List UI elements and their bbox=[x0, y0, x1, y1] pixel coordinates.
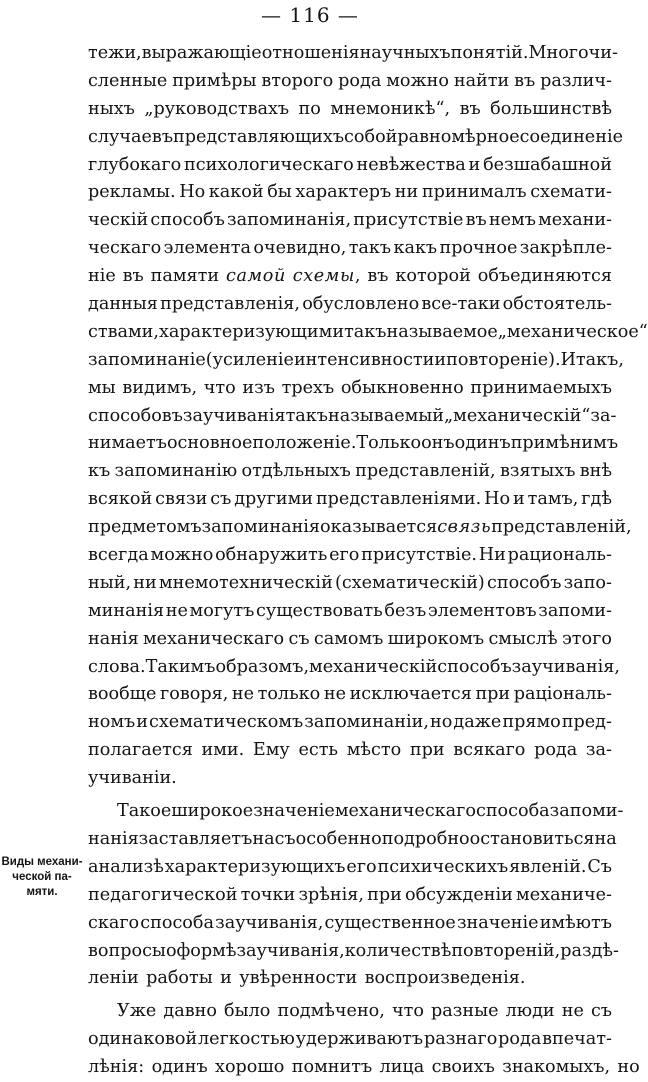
word: ими. bbox=[201, 740, 245, 761]
word: закрѣпле- bbox=[519, 238, 612, 259]
word: элемента bbox=[163, 238, 252, 259]
text-line bbox=[88, 654, 620, 682]
word: не bbox=[165, 600, 188, 621]
text-line bbox=[88, 207, 612, 235]
word: понятій. bbox=[450, 43, 529, 63]
word: нимаетъ bbox=[88, 433, 167, 454]
word: въ bbox=[459, 98, 481, 119]
word: примѣры bbox=[172, 70, 257, 91]
word: ный, bbox=[88, 572, 132, 593]
word: такъ bbox=[285, 405, 328, 426]
word: къ bbox=[88, 461, 111, 482]
word: подмѣчено, bbox=[277, 1001, 385, 1022]
word: разнаго bbox=[423, 1029, 498, 1050]
word: которой bbox=[395, 266, 471, 287]
word: второго bbox=[261, 70, 334, 91]
word: очевидно, bbox=[253, 238, 347, 259]
word: разные bbox=[431, 1001, 499, 1022]
word: способа bbox=[140, 912, 214, 933]
word: исключается bbox=[349, 684, 472, 705]
word: могутъ bbox=[189, 600, 255, 621]
text-line bbox=[88, 68, 612, 96]
text-line bbox=[88, 709, 612, 737]
word: какой bbox=[208, 182, 264, 203]
word: отношенія bbox=[261, 43, 360, 63]
word: Такимъ bbox=[145, 656, 216, 677]
word: помнитъ bbox=[291, 1057, 373, 1078]
word: работы bbox=[146, 968, 213, 989]
word: внѣ bbox=[579, 461, 612, 482]
word: выражающіе bbox=[141, 43, 262, 63]
text-line bbox=[88, 152, 612, 180]
word: запоминанія, bbox=[227, 210, 352, 231]
word: найти bbox=[453, 70, 510, 91]
word: (усиленіе bbox=[205, 349, 294, 370]
text-line bbox=[88, 319, 648, 347]
word: способъ bbox=[437, 656, 512, 677]
margin-note-line: ческой па- bbox=[12, 871, 72, 883]
word: пред- bbox=[561, 712, 612, 733]
word: запоми- bbox=[549, 801, 624, 822]
word: всякой bbox=[88, 489, 153, 510]
word: различ- bbox=[540, 70, 612, 91]
margin-note-line: Виды механи- bbox=[1, 856, 83, 868]
word: механическаго bbox=[143, 628, 285, 649]
word: раздѣ- bbox=[560, 940, 619, 961]
word: примѣнимъ bbox=[510, 433, 619, 454]
word: легкостью bbox=[198, 1029, 295, 1050]
word: Съ bbox=[587, 856, 612, 877]
word: данныя bbox=[88, 294, 158, 315]
word: съ bbox=[590, 1001, 612, 1022]
word: и bbox=[434, 349, 447, 370]
word: впечат- bbox=[542, 1029, 612, 1050]
word: механическій bbox=[309, 656, 438, 677]
word: ніе bbox=[88, 266, 116, 287]
word: механическаго bbox=[334, 801, 476, 822]
word: присутствіе bbox=[353, 210, 464, 231]
word: запо- bbox=[563, 572, 612, 593]
word: принималъ bbox=[421, 182, 527, 203]
text-line bbox=[88, 235, 612, 263]
word: характеръ bbox=[295, 182, 392, 203]
word: онъ bbox=[421, 433, 455, 454]
word: гдѣ bbox=[581, 489, 612, 510]
text-line bbox=[88, 347, 624, 375]
word: глубокаго bbox=[88, 154, 182, 175]
margin-note bbox=[0, 855, 84, 900]
word: безъ bbox=[384, 600, 427, 621]
text-line bbox=[88, 854, 612, 882]
text-line bbox=[88, 124, 623, 152]
word: (схематическій) bbox=[335, 572, 485, 593]
word: нанія bbox=[88, 828, 139, 849]
word: въ bbox=[465, 210, 487, 231]
word: способъ bbox=[150, 210, 225, 231]
text-line bbox=[88, 965, 612, 993]
text-line bbox=[88, 798, 624, 826]
word: точки bbox=[240, 884, 296, 905]
word: способъ bbox=[487, 572, 562, 593]
word: соединеніе bbox=[519, 126, 623, 147]
word: при bbox=[367, 884, 402, 905]
word: удерживаютъ bbox=[295, 1029, 424, 1050]
word: невѣжества bbox=[356, 154, 466, 175]
word: всегда bbox=[88, 545, 149, 566]
word: не bbox=[323, 684, 346, 705]
word: съ bbox=[210, 489, 232, 510]
word: за- bbox=[585, 740, 612, 761]
word: представленій, bbox=[491, 517, 632, 538]
word: безшабашной bbox=[483, 154, 612, 175]
word: бы bbox=[267, 182, 292, 203]
word: значеніе bbox=[253, 801, 335, 822]
word: интенсивности bbox=[293, 349, 435, 370]
word: оказывается bbox=[320, 517, 438, 538]
word: одинаковой bbox=[88, 1029, 198, 1050]
word: способа bbox=[475, 801, 550, 822]
word: ствами, bbox=[88, 321, 159, 342]
word: связи bbox=[155, 489, 208, 510]
word: можно bbox=[386, 70, 449, 91]
word: но bbox=[617, 1057, 640, 1078]
word: нанія bbox=[88, 628, 139, 649]
word: большинствѣ bbox=[490, 98, 612, 119]
word: запоминанію bbox=[114, 461, 238, 482]
word: характеризующихъ bbox=[164, 856, 346, 877]
word: Итакъ, bbox=[560, 349, 624, 370]
text-line bbox=[88, 403, 617, 431]
word: повтореній, bbox=[451, 940, 561, 961]
word: основное bbox=[166, 433, 253, 454]
word: лица bbox=[379, 1057, 425, 1078]
word: Только bbox=[356, 433, 422, 454]
word: схемати- bbox=[530, 182, 612, 203]
word: рода bbox=[498, 1029, 542, 1050]
text-line bbox=[88, 626, 612, 654]
word: слова. bbox=[88, 656, 146, 677]
word: что bbox=[203, 377, 236, 398]
word: Уже bbox=[117, 1001, 157, 1022]
word: минанія bbox=[88, 600, 165, 621]
word: существенное bbox=[324, 912, 456, 933]
text-line bbox=[88, 430, 619, 458]
word: тежи, bbox=[88, 43, 142, 63]
text-line bbox=[88, 681, 612, 709]
word: особенно bbox=[295, 828, 382, 849]
word: прочное bbox=[439, 238, 518, 259]
word: за- bbox=[590, 405, 617, 426]
word: образомъ, bbox=[215, 656, 310, 677]
word: элементовъ bbox=[427, 600, 537, 621]
word: присутствіе. bbox=[361, 545, 477, 566]
text-line bbox=[88, 826, 617, 854]
paragraph bbox=[88, 998, 640, 1082]
text-line bbox=[88, 291, 612, 319]
word: всякаго bbox=[453, 740, 526, 761]
word: и bbox=[512, 489, 525, 510]
word: формѣ bbox=[176, 940, 237, 961]
word: равномѣрное bbox=[397, 126, 520, 147]
word: и bbox=[468, 154, 481, 175]
word: этого bbox=[561, 628, 612, 649]
word: существовать bbox=[255, 600, 383, 621]
text-line bbox=[88, 486, 612, 514]
word: и bbox=[136, 712, 148, 733]
word: при bbox=[475, 684, 511, 705]
word: психическихъ bbox=[377, 856, 509, 877]
word: скаго bbox=[88, 912, 140, 933]
word: явленій. bbox=[509, 856, 587, 877]
word: характеризующими bbox=[159, 321, 345, 342]
word: Но bbox=[179, 182, 206, 203]
word: одинъ bbox=[454, 433, 511, 454]
word: способовъ bbox=[88, 405, 183, 426]
word: зрѣнія, bbox=[298, 884, 364, 905]
word: запоми- bbox=[538, 600, 612, 621]
word: знакомыхъ, bbox=[502, 1057, 611, 1078]
word: хорошо bbox=[215, 1057, 285, 1078]
word: какъ bbox=[393, 238, 438, 259]
word: широкомъ bbox=[387, 628, 485, 649]
word: тамъ, bbox=[527, 489, 579, 510]
word: насъ bbox=[252, 828, 296, 849]
word: „руководствахъ bbox=[144, 98, 290, 119]
word: лѣнія: bbox=[88, 1057, 145, 1078]
word: рекламы. bbox=[88, 182, 176, 203]
word: рациональ- bbox=[507, 545, 612, 566]
paragraph bbox=[88, 40, 648, 793]
word: повтореніе). bbox=[446, 349, 561, 370]
word: „механическое“ bbox=[497, 321, 648, 342]
word: собой bbox=[344, 126, 398, 147]
word: ни bbox=[394, 182, 419, 203]
text-line bbox=[88, 910, 612, 938]
word: памяти bbox=[150, 266, 220, 287]
text-line bbox=[88, 1054, 640, 1082]
word: остановиться bbox=[469, 828, 595, 849]
word: рода bbox=[338, 70, 382, 91]
word: что bbox=[391, 1001, 424, 1022]
word: видимъ, bbox=[122, 377, 198, 398]
word: ческаго bbox=[88, 238, 162, 259]
text-line bbox=[88, 882, 612, 910]
word: обсужденіи bbox=[404, 884, 513, 905]
text-line bbox=[88, 737, 612, 765]
word: Ему bbox=[252, 740, 290, 761]
word: люди bbox=[505, 1001, 555, 1022]
word: подробно bbox=[381, 828, 470, 849]
word: по bbox=[298, 98, 321, 119]
word: самомъ bbox=[313, 628, 384, 649]
word: сленные bbox=[88, 70, 168, 91]
word: Многочи- bbox=[528, 43, 618, 63]
word: имѣютъ bbox=[539, 912, 612, 933]
word: схемы, bbox=[292, 266, 361, 287]
word: полагается bbox=[88, 740, 193, 761]
word: самой bbox=[226, 266, 286, 287]
word: смыслѣ bbox=[488, 628, 558, 649]
word: давно bbox=[163, 1001, 217, 1022]
word: ни bbox=[133, 572, 157, 593]
word: раціональ- bbox=[513, 684, 612, 705]
text-line bbox=[88, 998, 612, 1026]
text-line bbox=[88, 514, 632, 542]
word: Ни bbox=[478, 545, 506, 566]
word: трехъ bbox=[281, 377, 335, 398]
text-line bbox=[88, 375, 612, 403]
paragraph bbox=[88, 798, 624, 993]
text-line bbox=[88, 598, 612, 626]
word: связь bbox=[437, 517, 492, 538]
text-line bbox=[88, 938, 619, 966]
word: только bbox=[257, 684, 321, 705]
word: представленіями. bbox=[315, 489, 482, 510]
word: мнемоникѣ“, bbox=[330, 98, 451, 119]
word: увѣренности bbox=[239, 968, 358, 989]
word: психологическаго bbox=[184, 154, 354, 175]
text-line bbox=[88, 96, 612, 124]
word: его bbox=[346, 856, 377, 877]
text-line bbox=[88, 40, 618, 68]
word: и bbox=[220, 968, 232, 989]
word: на bbox=[594, 828, 617, 849]
word: въ bbox=[122, 266, 144, 287]
text-line bbox=[88, 458, 612, 486]
text-line bbox=[88, 570, 612, 598]
word: значеніе bbox=[456, 912, 539, 933]
text-line bbox=[88, 179, 612, 207]
word: представленія, bbox=[160, 294, 300, 315]
page-number: — 116 — bbox=[261, 3, 359, 27]
word: не bbox=[231, 684, 255, 705]
word: принимаемыхъ bbox=[470, 377, 612, 398]
word: но bbox=[430, 712, 453, 733]
word: обусловлено bbox=[302, 294, 420, 315]
word: схематическомъ bbox=[149, 712, 304, 733]
word: случаевъ bbox=[88, 126, 174, 147]
word: представляющихъ bbox=[173, 126, 345, 147]
word: мѣсто bbox=[346, 740, 402, 761]
word: предметомъ bbox=[88, 517, 202, 538]
word: широкое bbox=[171, 801, 254, 822]
word: заставляетъ bbox=[138, 828, 253, 849]
word: обстоятель- bbox=[502, 294, 612, 315]
word: было bbox=[224, 1001, 271, 1022]
word: въ bbox=[367, 266, 389, 287]
word: все-таки bbox=[421, 294, 501, 315]
text-line bbox=[88, 263, 612, 291]
word: Такое bbox=[117, 801, 172, 822]
word: заучиванія bbox=[182, 405, 286, 426]
word: о bbox=[165, 940, 177, 961]
word: изъ bbox=[242, 377, 275, 398]
word: ческій bbox=[88, 210, 149, 231]
word: другими bbox=[234, 489, 314, 510]
text-line bbox=[88, 542, 612, 570]
word: его bbox=[329, 545, 360, 566]
word: заучиванія, bbox=[236, 940, 345, 961]
word: своихъ bbox=[431, 1057, 495, 1078]
word: механиче- bbox=[516, 884, 612, 905]
word: въ bbox=[514, 70, 536, 91]
word: немъ bbox=[488, 210, 536, 231]
text-line bbox=[88, 765, 612, 793]
word: запоминанія bbox=[201, 517, 321, 538]
word: называемое bbox=[386, 321, 498, 342]
word: механи- bbox=[538, 210, 612, 231]
word: заучиванія, bbox=[511, 656, 620, 677]
word: учиваніи. bbox=[88, 768, 177, 789]
word: рода bbox=[534, 740, 578, 761]
word: объединяются bbox=[477, 266, 612, 287]
word: обыкновенно bbox=[340, 377, 464, 398]
word: положеніе. bbox=[252, 433, 357, 454]
word: отдѣльныхъ bbox=[241, 461, 351, 482]
word: мы bbox=[88, 377, 116, 398]
word: называемый bbox=[327, 405, 445, 426]
word: анализѣ bbox=[88, 856, 164, 877]
word: воспроизведенія. bbox=[364, 968, 526, 989]
margin-note-line: мяти. bbox=[26, 886, 58, 898]
word: даже bbox=[453, 712, 502, 733]
word: леніи bbox=[88, 968, 139, 989]
word: прямо bbox=[502, 712, 561, 733]
word: съ bbox=[288, 628, 310, 649]
word: можно bbox=[150, 545, 214, 566]
word: научныхъ bbox=[359, 43, 451, 63]
word: при bbox=[409, 740, 445, 761]
word: есть bbox=[298, 740, 339, 761]
word: не bbox=[561, 1001, 584, 1022]
word: запоминаніе bbox=[88, 349, 206, 370]
word: говоря, bbox=[160, 684, 229, 705]
word: Но bbox=[484, 489, 511, 510]
text-line bbox=[88, 1026, 612, 1054]
word: заучиванія, bbox=[215, 912, 324, 933]
word: „механическій“ bbox=[444, 405, 591, 426]
word: такъ bbox=[348, 238, 392, 259]
word: взятыхъ bbox=[499, 461, 576, 482]
word: представленій, bbox=[355, 461, 496, 482]
body-text bbox=[88, 40, 648, 1082]
word: запоминаніи, bbox=[304, 712, 429, 733]
word: количествѣ bbox=[344, 940, 452, 961]
word: одинъ bbox=[151, 1057, 208, 1078]
word: вопросы bbox=[88, 940, 166, 961]
word: такъ bbox=[344, 321, 387, 342]
word: мнемотехническій bbox=[158, 572, 333, 593]
word: ныхъ bbox=[88, 98, 135, 119]
word: номъ bbox=[88, 712, 136, 733]
word: обнаружить bbox=[215, 545, 328, 566]
word: вообще bbox=[88, 684, 157, 705]
word: педагогической bbox=[88, 884, 238, 905]
